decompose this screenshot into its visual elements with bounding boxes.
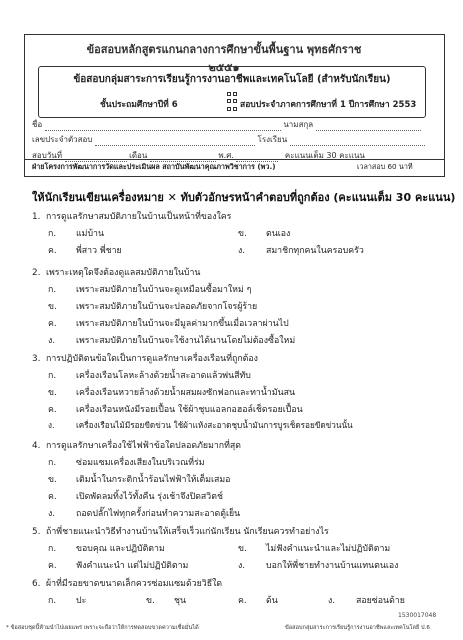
q5-option-b[interactable]: ข. ไม่ฟังคำแนะนำและไม่ปฏิบัติตาม: [238, 544, 391, 554]
instructions: ให้นักเรียนเขียนเครื่องหมาย ✕ ทับตัวอักษรหน้าคำตอบที่ถูกต้อง (คะแนนเต็ม 30 คะแนน): [32, 191, 456, 204]
q4-option-a[interactable]: ก. ซ่อมแซมเครื่องเสียงในบริเวณที่ร่ม: [48, 458, 205, 468]
q1-option-b[interactable]: ข. ตนเอง: [238, 229, 291, 239]
exam-time: เวลาสอบ 60 นาที: [357, 162, 413, 171]
q4-option-c[interactable]: ค. เปิดพัดลมทิ้งไว้ทั้งคืน รุ่งเช้าจึงปิดสวิตช์: [48, 492, 223, 502]
question-5: 5. ถ้าพี่ชายแนะนำวิธีทำงานบ้านให้เสร็จเร็วแก่นักเรียน นักเรียนควรทำอย่างไร: [32, 527, 329, 537]
q4-option-d[interactable]: ง. ถอดปลั๊กไฟทุกครั้งก่อนทำความสะอาดตู้เย็น: [48, 509, 241, 519]
q1-option-d[interactable]: ง. สมาชิกทุกคนในครอบครัว: [238, 246, 364, 256]
exam-number-label: เลขประจำตัวสอบ: [32, 135, 93, 144]
organizer: ฝ่ายโครงการพัฒนาการวัดและประเมินผล สถาบันพัฒนาคุณภาพวิชาการ (พว.): [32, 162, 276, 171]
q5-option-c[interactable]: ค. ฟังคำแนะนำ แต่ไม่ปฏิบัติตาม: [48, 561, 189, 571]
question-6: 6. ผ้าที่มีรอยขาดขนาดเล็กควรซ่อมแซมด้วยวิธีใด: [32, 579, 223, 589]
q1-option-a[interactable]: ก. แม่บ้าน: [48, 229, 105, 239]
document-code: 1530017048: [398, 612, 437, 619]
date-label: สอบวันที่: [32, 151, 62, 160]
question-2: 2. เพราะเหตุใดจึงต้องดูแลสมบัติภายในบ้าน: [32, 268, 201, 278]
footer-subject: ข้อสอบกลุ่มสาระการเรียนรู้การงานอาชีพและเทคโนโลยี ป.6: [285, 625, 430, 631]
exam-number-field[interactable]: [95, 137, 255, 146]
subject-title: ข้อสอบกลุ่มสาระการเรียนรู้การงานอาชีพและเทคโนโลยี (สำหรับนักเรียน): [73, 74, 391, 85]
q6-option-d[interactable]: ง. สอยซ่อนด้าย: [328, 596, 405, 606]
exam-series-title: ข้อสอบหลักสูตรแกนกลางการศึกษาขั้นพื้นฐาน พุทธศักราช ๒๕๕๑: [86, 43, 362, 74]
q5-option-d[interactable]: ง. บอกให้พี่ชายทำงานบ้านแทนตนเอง: [238, 561, 399, 571]
exam-term: สอบประจำภาคการศึกษาที่ 1 ปีการศึกษา 2553: [240, 100, 417, 110]
grade-level: ชั้นประถมศึกษาปีที่ 6: [100, 100, 178, 110]
q3-option-b[interactable]: ข. เครื่องเรือนหวายล้างด้วยน้ำผสมผงซักฟอกและทาน้ำมันสน: [48, 388, 296, 398]
q4-option-b[interactable]: ข. เติมน้ำในกระติกน้ำร้อนไฟฟ้าให้เต็มเสมอ: [48, 475, 231, 485]
surname-field[interactable]: [316, 122, 421, 131]
footer-disclaimer: * ข้อสอบชุดนี้ห้ามนำไปเผยแพร่ เพราะจะถือว่าให้การทดสอบขาดความเชื่อมั่นได้: [6, 625, 199, 631]
q5-option-a[interactable]: ก. ขอบคุณ และปฏิบัติตาม: [48, 544, 165, 554]
q3-option-a[interactable]: ก. เครื่องเรือนโลหะล้างด้วยน้ำสะอาดแล้วพ่นสีทับ: [48, 371, 251, 381]
year-label: พ.ศ.: [218, 151, 234, 160]
question-4: 4. การดูแลรักษาเครื่องใช้ไฟฟ้าข้อใดปลอดภัยมากที่สุด: [32, 441, 242, 451]
q3-option-d[interactable]: ง. เครื่องเรือนไม้มีรอยขีดข่วน ใช้ผ้าแห้งสะอาดชุบน้ำมันการบูรเช็ดรอยขีดข่วนนั้น: [48, 420, 353, 430]
q2-option-d[interactable]: ง. เพราะสมบัติภายในบ้านจะใช้งานได้นานโดยไม่ต้องซื้อใหม่: [48, 336, 296, 346]
q3-option-c[interactable]: ค. เครื่องเรือนหนังมีรอยเปื้อน ใช้ผ้าชุบแอลกอฮอล์เช็ดรอยเปื้อน: [48, 405, 303, 415]
q2-option-a[interactable]: ก. เพราะสมบัติภายในบ้านจะดูเหมือนซื้อมาใหม่ ๆ: [48, 285, 252, 295]
q6-option-a[interactable]: ก. ปะ: [48, 596, 87, 606]
month-field[interactable]: [150, 153, 216, 162]
school-field[interactable]: [290, 137, 425, 146]
q6-option-b[interactable]: ข. ชุน: [146, 596, 186, 606]
surname-label: นามสกุล: [283, 120, 314, 129]
q6-option-c[interactable]: ค. ด้น: [238, 596, 278, 606]
question-3: 3. การปฏิบัติตนข้อใดเป็นการดูแลรักษาเครื่องเรือนที่ถูกต้อง: [32, 354, 258, 364]
question-1: 1. การดูแลรักษาสมบัติภายในบ้านเป็นหน้าที่ของใคร: [32, 212, 232, 222]
q2-option-b[interactable]: ข. เพราะสมบัติภายในบ้านจะปลอดภัยจากโจรผู้ร้าย: [48, 302, 258, 312]
year-field[interactable]: [236, 153, 278, 162]
divider: [24, 159, 445, 160]
name-field[interactable]: [45, 122, 281, 131]
q2-option-c[interactable]: ค. เพราะสมบัติภายในบ้านจะมีมูลค่ามากขึ้นเมื่อเวลาผ่านไป: [48, 319, 289, 329]
name-label: ชื่อ: [32, 120, 43, 129]
date-field[interactable]: [65, 153, 127, 162]
school-label: โรงเรียน: [257, 135, 288, 144]
month-label: เดือน: [129, 151, 148, 160]
full-score: คะแนนเต็ม 30 คะแนน: [284, 151, 365, 160]
grid-icon: [227, 92, 237, 112]
q1-option-c[interactable]: ค. พี่สาว พี่ชาย: [48, 246, 122, 256]
